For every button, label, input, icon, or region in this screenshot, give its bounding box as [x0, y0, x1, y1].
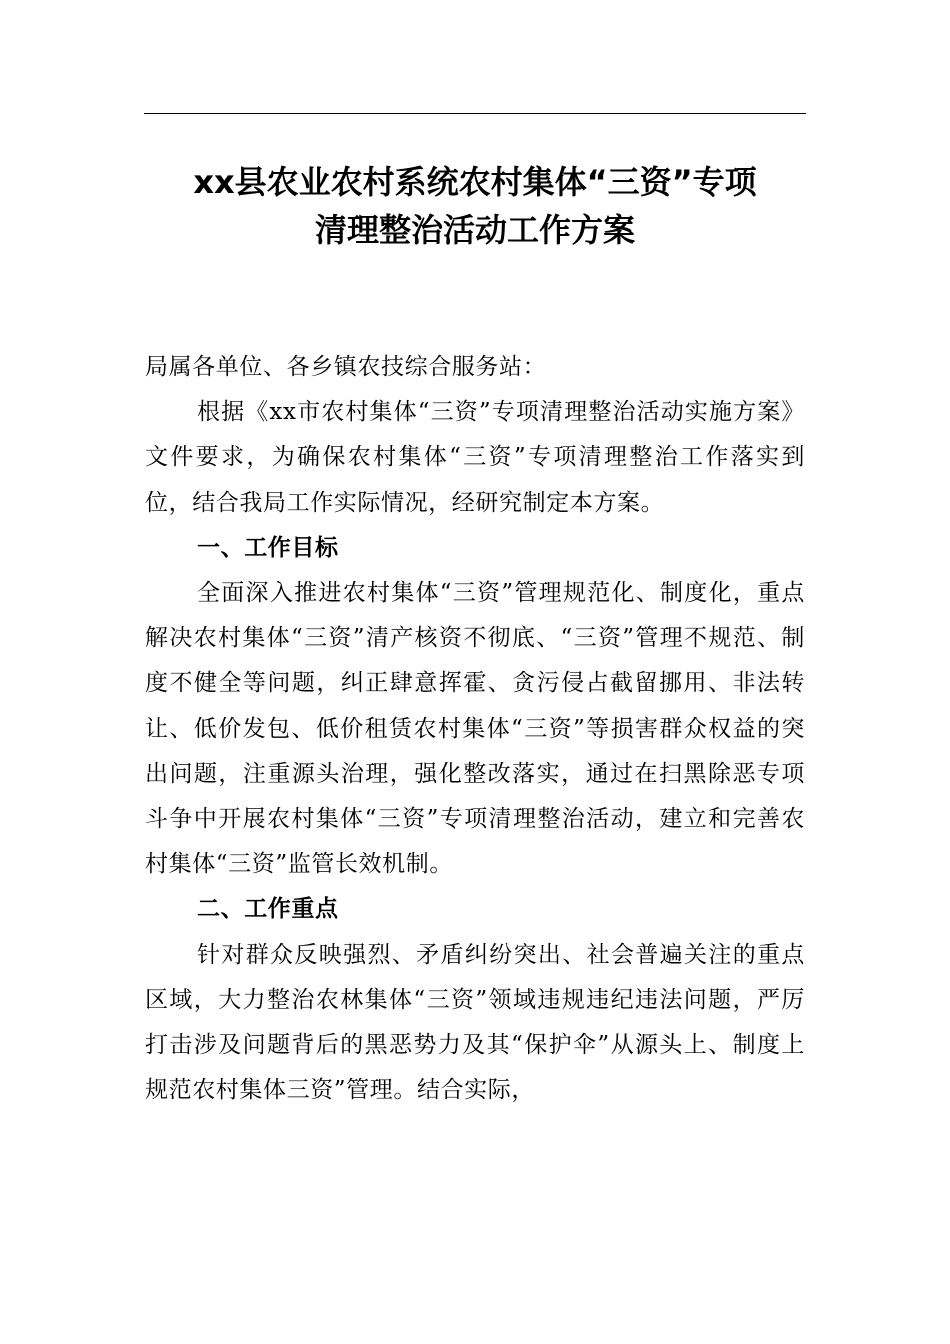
section-2-heading: 二、工作重点 [197, 896, 339, 923]
title-line-1: xx县农业农村系统农村集体“三资”专项 [193, 163, 757, 201]
section-1-paragraph: 全面深入推进农村集体“三资”管理规范化、制度化，重点解决农村集体“三资”清产核资不彻底、“三资”管理不规范、制度不健全等问题，纠正肆意挥霍、贪污侵占截留挪用、非法转让、低价发包、低价租赁农村集体“三资”等损害群众权益的突出问题，注重源头治理，强化整改落实，通过在扫黑除恶专项斗争中开展农村集体“三资”专项清理整治活动，建立和完善农村集体“三资”监管长效机制。 [145, 580, 805, 878]
salutation: 局属各单位、各乡镇农技综合服务站： [145, 354, 547, 380]
section-1-heading: 一、工作目标 [197, 534, 339, 561]
section-2-paragraph: 针对群众反映强烈、矛盾纠纷突出、社会普遍关注的重点区域，大力整治农林集体“三资”领域违规违纪违法问题，严厉打击涉及问题背后的黑恶势力及其“保护伞”从源头上、制度上规范农村集体三资”管理。结合实际， [145, 941, 805, 1104]
title-line-2: 清理整治活动工作方案 [314, 211, 635, 249]
document-title [120, 158, 830, 254]
header-rule [144, 113, 806, 114]
document-body [145, 345, 805, 1113]
intro-paragraph: 根据《xx市农村集体“三资”专项清理整治活动实施方案》文件要求，为确保农村集体“三资”专项清理整治工作落实到位，结合我局工作实际情况，经研究制定本方案。 [145, 399, 805, 516]
